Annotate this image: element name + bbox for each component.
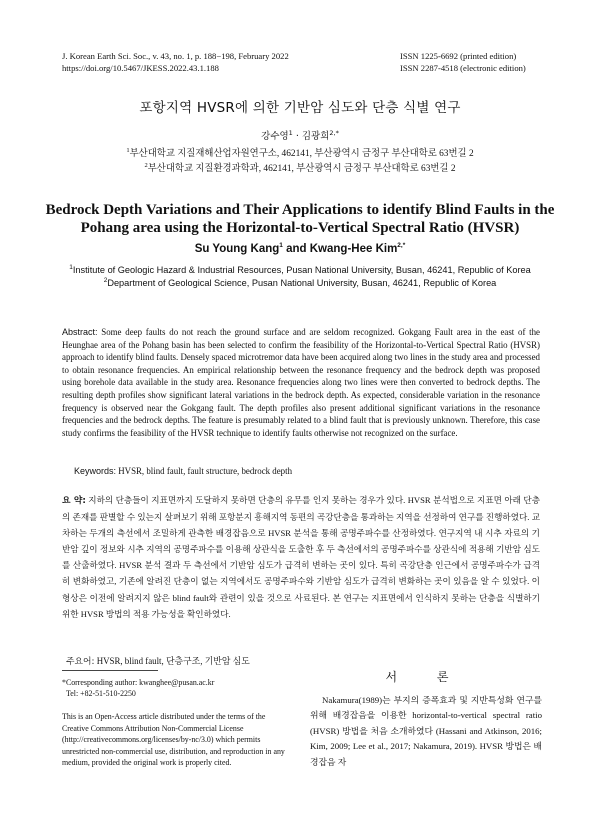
korean-affiliation-1 — [0, 147, 600, 162]
korean-keywords-label: 주요어: — [66, 657, 95, 667]
author-separator: · — [292, 131, 302, 142]
keywords-text: HVSR, blind fault, fault structure, bedrock depth — [118, 466, 293, 476]
korean-abstract — [62, 492, 540, 622]
korean-abstract-text: 지하의 단층들이 지표면까지 도달하지 못하면 단층의 유무를 인지 못하는 경우가 있다. HVSR 분석법으로 지표면 아래 단층의 존재를 판별할 수 있는지 살펴보기 위해 포항분지 흥해지역 동편의 곡강단층을 통과하는 지역을 선정하여 연구를 진행하였다. 교차하는 두개의 측선에서 조밀하게 관측한 배경잡음으로 HVSR 분석을 통해 공명주파수를 산정하였다. 연구지역 내 시추 자료의 기반암 깊이 정보와 시추 지역의 공명주파수를 이용해 상관식을 도출한 후 두 측선에서의 공명주파수를 상관식에 적용해 기반암 심도를 산출하였다. HVSR 분석 결과 두 측선에서 기반암 심도가 급격히 변하는 곳이 있다. 특히 곡강단층 인근에서 공명주파수가 급격히 변화하였고, 기존에 알려진 단층이 없는 지역에서도 공명주파수와 기반암 심도가 급격히 변화하는 곳이 있음을 알 수 있었다. 이 형상은 이전에 알려지지 않은 blind fault와 관련이 있을 것으로 사료된다. 본 연구는 지표면에서 인식하지 못하는 단층을 식별하기 위한 HVSR 방법의 적용 가능성을 확인하였다. — [62, 495, 540, 619]
english-author-2: Kwang-Hee Kim — [309, 243, 398, 255]
issn-print: ISSN 1225-6692 (printed edition) — [400, 51, 517, 61]
corresponding-email: *Corresponding author: kwanghee@pusan.ac.kr — [62, 678, 215, 687]
english-abstract — [62, 326, 540, 439]
korean-author-1: 강수영 — [261, 131, 289, 142]
english-affiliation-1 — [0, 264, 600, 277]
english-keywords — [74, 466, 540, 476]
korean-affiliation-2-text: 부산대학교 지질환경과학과, 462141, 부산광역시 금정구 부산대학로 63번길 2 — [147, 164, 456, 174]
korean-affiliation-2-sup: 2 — [144, 161, 148, 169]
corresponding-tel: Tel: +82-51-510-2250 — [66, 689, 136, 698]
introduction-heading: 서 론 — [385, 670, 467, 684]
issn-header — [400, 50, 526, 74]
abstract-text: Some deep faults do not reach the ground surface and are seldom recognized. Gokgang Fault area in the east of the Heunghae area of the Pohang basin has been selected to confirm the feasibility of the Horizontal-to-Vertical Spectral Ratio (HVSR) approach to identify blind faults. Densely spaced microtremor data have been acquired along two lines in the study area and processed to obtain resonance frequencies. An empirical relationship between the resonance frequency and the bedrock depth was proposed using borehole data available in the study area. Resonance frequencies along two lines were then converted to bedrock depths. The resulting depth profiles show significant lateral variations in the bedrock depth. As expected, considerable variation in the resonance frequency is observed near the Gokgang fault. The depth profiles also present additional significant variations in the resonance frequencies and the bedrock depths. The feature is presumably related to a blind fault that is previously unknown. Therefore, this case study confirms the feasibility of the HVSR technique to identify faults otherwise not recognized on the surface. — [62, 327, 540, 438]
abstract-label: Abstract: — [62, 327, 98, 337]
introduction-text: Nakamura(1989)는 부지의 증폭효과 및 지반특성화 연구를 위해 배경잡음을 이용한 horizontal-to-vertical spectral ratio (HVSR) 방법을 처음 소개하였다 (Hassani and Atkinson, 2016; Kim, 2009; Lee et al., 2017; Nakamura, 2019). HVSR 방법은 배경잡음 자 — [310, 695, 542, 767]
english-title: Bedrock Depth Variations and Their Applications to identify Blind Faults in the Pohang area using the Horizontal-to-Vertical Spectral Ratio (HVSR) — [45, 202, 555, 236]
english-author-1-sup: 1 — [279, 242, 283, 250]
corresponding-author-note — [62, 677, 294, 699]
korean-authors — [0, 128, 600, 142]
korean-affiliation-2 — [0, 162, 600, 177]
doi-link[interactable]: https://doi.org/10.5467/JKESS.2022.43.1.188 — [62, 63, 219, 73]
english-affiliations — [0, 264, 600, 290]
english-affiliation-1-sup: 1 — [69, 263, 73, 271]
english-author-1: Su Young Kang — [194, 243, 280, 255]
korean-affiliation-1-text: 부산대학교 지질재해산업자원연구소, 462141, 부산광역시 금정구 부산대학로 63번길 2 — [129, 149, 474, 159]
english-affiliation-2-sup: 2 — [103, 276, 108, 284]
korean-abstract-label: 요 약: — [62, 496, 86, 506]
english-affiliation-1-text: Institute of Geologic Hazard & Industrial Resources, Pusan National University, Busan, 46241, Republic of Korea — [72, 265, 531, 275]
journal-header — [62, 50, 289, 74]
korean-affiliations — [0, 147, 600, 177]
korean-author-2-sup: 2,* — [329, 128, 339, 137]
english-author-2-sup: 2,* — [397, 242, 406, 250]
english-affiliation-2-text: Department of Geological Science, Pusan National University, Busan, 46241, Republic of Korea — [107, 278, 497, 288]
english-affiliation-2 — [0, 277, 600, 290]
korean-author-1-sup: 1 — [288, 128, 293, 137]
english-authors — [0, 243, 600, 255]
journal-citation: J. Korean Earth Sci. Soc., v. 43, no. 1, p. 188−198, February 2022 — [62, 51, 289, 61]
issn-electronic: ISSN 2287-4518 (electronic edition) — [400, 63, 526, 73]
korean-keywords — [66, 654, 536, 667]
korean-author-2: 김광희 — [301, 131, 330, 142]
footnote-divider — [62, 670, 158, 671]
keywords-label: Keywords: — [74, 466, 117, 476]
korean-title: 포항지역 HVSR에 의한 기반암 심도와 단층 식별 연구 — [139, 100, 461, 116]
korean-affiliation-1-sup: 1 — [126, 146, 130, 154]
author-and: and — [282, 243, 310, 255]
korean-keywords-text: HVSR, blind fault, 단층구조, 기반암 심도 — [96, 656, 250, 666]
license-note: This is an Open-Access article distributed under the terms of the Creative Commons Attribution Non-Commercial License (http://creativecommons.org/licenses/by-nc/3.0) which permits unrestricted non-commercial use, distribution, and reproduction in any medium, provided the original work is properly cited. — [62, 712, 285, 768]
